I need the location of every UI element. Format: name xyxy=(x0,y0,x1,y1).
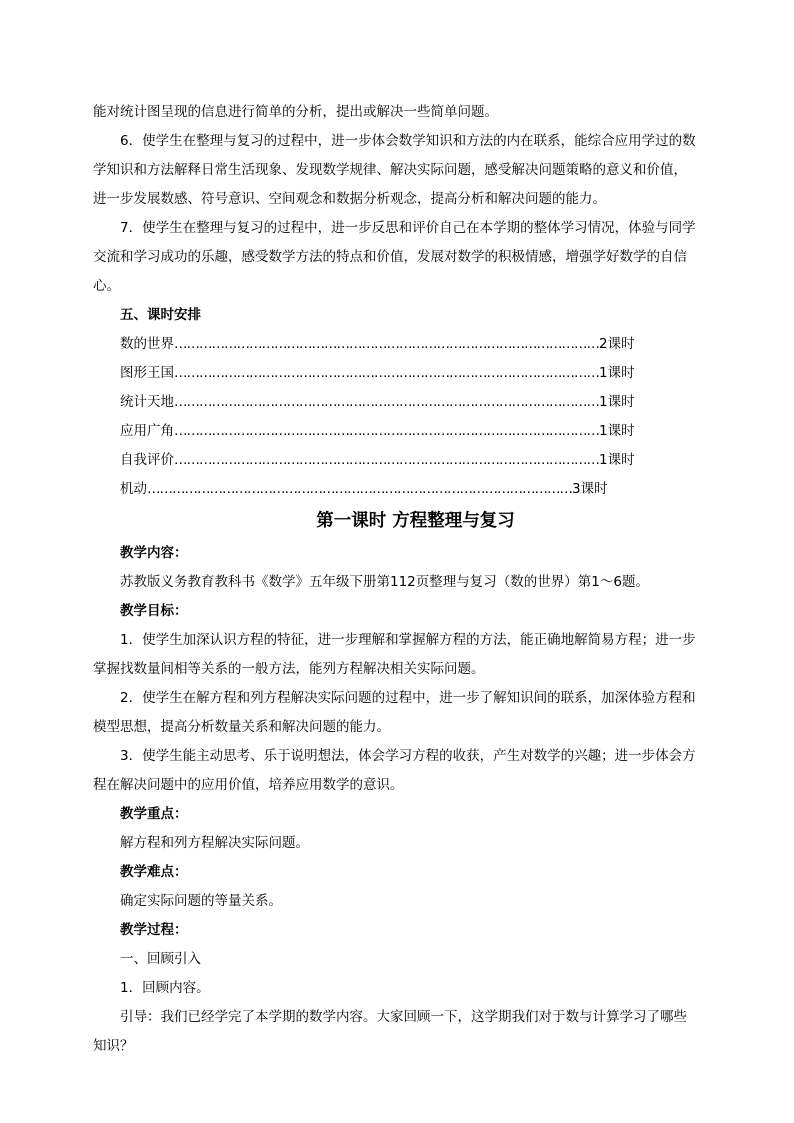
goal-line-2: 掌握找数量间相等关系的一般方法，能列方程解决相关实际问题。 xyxy=(93,661,485,677)
leader-dots: ………………………………………………………………………………………… xyxy=(174,336,599,352)
guide-line-2: 知识？ xyxy=(93,1038,134,1054)
difficulty-text: 确定实际问题的等量关系。 xyxy=(120,893,282,909)
process-step-1: 一、回顾引入 xyxy=(120,951,201,967)
intro-line-5: 7．使学生在整理与复习的过程中，进一步反思和评价自己在本学期的整体学习情况，体验与同学 xyxy=(120,220,696,236)
schedule-row xyxy=(93,359,723,388)
schedule-hours: 3课时 xyxy=(572,481,608,497)
leader-dots: ………………………………………………………………………………………… xyxy=(174,365,599,381)
leader-dots: ………………………………………………………………………………………… xyxy=(174,394,599,410)
schedule-row xyxy=(93,388,723,417)
schedule-hours: 2课时 xyxy=(599,336,635,352)
difficulty-label: 教学难点： xyxy=(120,864,188,880)
intro-line-3: 学知识和方法解释日常生活现象、发现数学规律、解决实际问题，感受解决问题策略的意义和价值， xyxy=(93,162,687,178)
schedule-hours: 1课时 xyxy=(599,452,635,468)
leader-dots: ………………………………………………………………………………………… xyxy=(174,423,599,439)
schedule-name: 机动 xyxy=(120,481,147,497)
schedule-hours: 1课时 xyxy=(599,365,635,381)
goal-line-4: 模型思想，提高分析数量关系和解决问题的能力。 xyxy=(93,719,390,735)
section5-heading: 五、课时安排 xyxy=(120,307,201,323)
schedule-row xyxy=(93,330,723,359)
process-step-1-1: 1．回顾内容。 xyxy=(120,980,210,996)
process-label: 教学过程： xyxy=(120,922,188,938)
goals-label: 教学目标： xyxy=(120,603,188,619)
leader-dots: ………………………………………………………………………………………… xyxy=(147,481,572,497)
schedule-name: 应用广角 xyxy=(120,423,174,439)
schedule-hours: 1课时 xyxy=(599,423,635,439)
schedule-row xyxy=(93,417,723,446)
schedule-row xyxy=(93,446,723,475)
goal-line-6: 程在解决问题中的应用价值，培养应用数学的意识。 xyxy=(93,777,404,793)
key-text: 解方程和列方程解决实际问题。 xyxy=(120,835,309,851)
schedule-name: 图形王国 xyxy=(120,365,174,381)
goal-line-5: 3．使学生能主动思考、乐于说明想法，体会学习方程的收获，产生对数学的兴趣；进一步体会方 xyxy=(120,748,696,764)
schedule-name: 自我评价 xyxy=(120,452,174,468)
intro-line-1: 能对统计图呈现的信息进行简单的分析，提出或解决一些简单问题。 xyxy=(93,104,498,120)
schedule-row xyxy=(93,475,723,504)
document-page xyxy=(93,98,723,1061)
guide-line-1: 引导：我们已经学完了本学期的数学内容。大家回顾一下，这学期我们对于数与计算学习了哪些 xyxy=(120,1009,687,1025)
key-label: 教学重点： xyxy=(120,806,188,822)
content-text: 苏教版义务教育教科书《数学》五年级下册第112页整理与复习（数的世界）第1～6题。 xyxy=(120,574,649,590)
content-label: 教学内容： xyxy=(120,545,188,561)
schedule-hours: 1课时 xyxy=(599,394,635,410)
schedule-name: 统计天地 xyxy=(120,394,174,410)
lesson-title: 第一课时 方程整理与复习 xyxy=(316,511,515,531)
goal-line-3: 2．使学生在解方程和列方程解决实际问题的过程中，进一步了解知识间的联系，加深体验方程和 xyxy=(120,690,696,706)
intro-line-4: 进一步发展数感、符号意识、空间观念和数据分析观念，提高分析和解决问题的能力。 xyxy=(93,191,606,207)
intro-line-7: 心。 xyxy=(93,278,120,294)
schedule-name: 数的世界 xyxy=(120,336,174,352)
intro-line-2: 6．使学生在整理与复习的过程中，进一步体会数学知识和方法的内在联系，能综合应用学过的数 xyxy=(120,133,696,149)
leader-dots: ………………………………………………………………………………………… xyxy=(174,452,599,468)
goal-line-1: 1．使学生加深认识方程的特征，进一步理解和掌握解方程的方法，能正确地解简易方程；进一步 xyxy=(120,632,696,648)
intro-line-6: 交流和学习成功的乐趣，感受数学方法的特点和价值，发展对数学的积极情感，增强学好数学的自信 xyxy=(93,249,687,265)
